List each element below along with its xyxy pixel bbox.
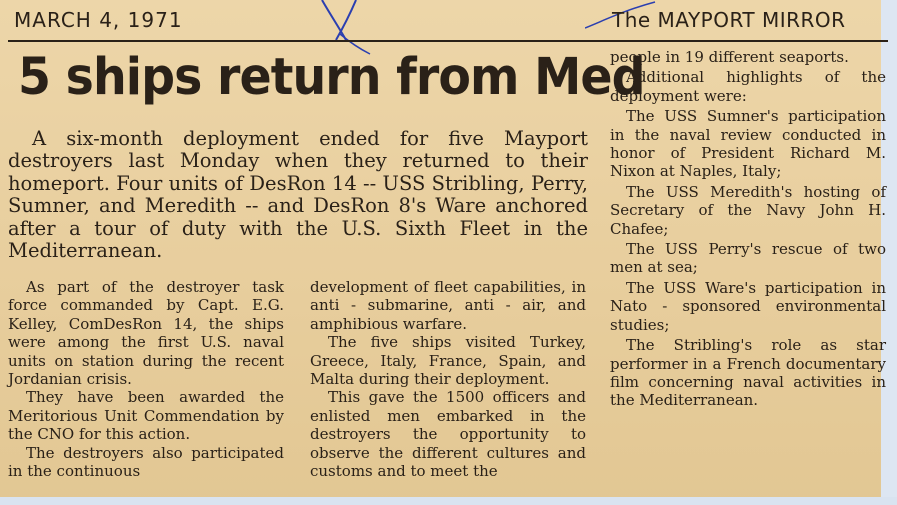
paragraph: As part of the destroyer task force commanded by Capt. E.G. Kelley, ComDesRon 14, the ships were among the first U.S. naval units on station during the recent Jordanian crisis. [8, 278, 284, 389]
paragraph: development of fleet capabilities, in anti - submarine, anti - air, and amphibious warfare. [310, 278, 586, 333]
paragraph: Additional highlights of the deployment were: [610, 68, 886, 105]
paragraph: The USS Ware's participation in Nato - sponsored environmental studies; [610, 278, 886, 334]
background-bottom [0, 497, 897, 505]
header-rule [8, 40, 888, 42]
paragraph: This gave the 1500 officers and enlisted men embarked in the destroyers the opportunity to observe the different cultures and customs and to meet the [310, 388, 586, 481]
paragraph: The Stribling's role as star performer in a French documentary film concerning naval activities in the Mediterranean. [610, 336, 886, 410]
paragraph: The USS Perry's rescue of two men at sea; [610, 240, 886, 277]
paragraph: They have been awarded the Meritorious Unit Commendation by the CNO for this action. [8, 388, 284, 444]
column-1 [8, 278, 284, 480]
paragraph: The USS Sumner's participation in the naval review conducted in honor of President Richard M. Nixon at Naples, Italy; [610, 107, 886, 181]
issue-date: MARCH 4, 1971 [14, 8, 183, 32]
paragraph: The USS Meredith's hosting of Secretary of the Navy John H. Chafee; [610, 182, 886, 238]
column-2 [310, 278, 586, 480]
article-headline: 5 ships return from Med [18, 48, 645, 107]
paragraph: people in 19 different seaports. [610, 48, 849, 66]
lede-paragraph: A six-month deployment ended for five Mayport destroyers last Monday when they returned to their homeport. Four units of DesRon 14 -- USS Stribling, Perry, Sumner, and Meredith -- and DesRon 8's Ware anchored after a tour of duty with the U.S. Sixth Fleet in the Mediterranean. [8, 127, 588, 263]
paragraph: The destroyers also participated in the continuous [8, 443, 284, 481]
publication-name: The MAYPORT MIRROR [612, 8, 846, 32]
column-3 [610, 48, 886, 412]
paragraph: The five ships visited Turkey, Greece, Italy, France, Spain, and Malta during their deployment. [310, 333, 586, 389]
article-lede [8, 128, 588, 262]
